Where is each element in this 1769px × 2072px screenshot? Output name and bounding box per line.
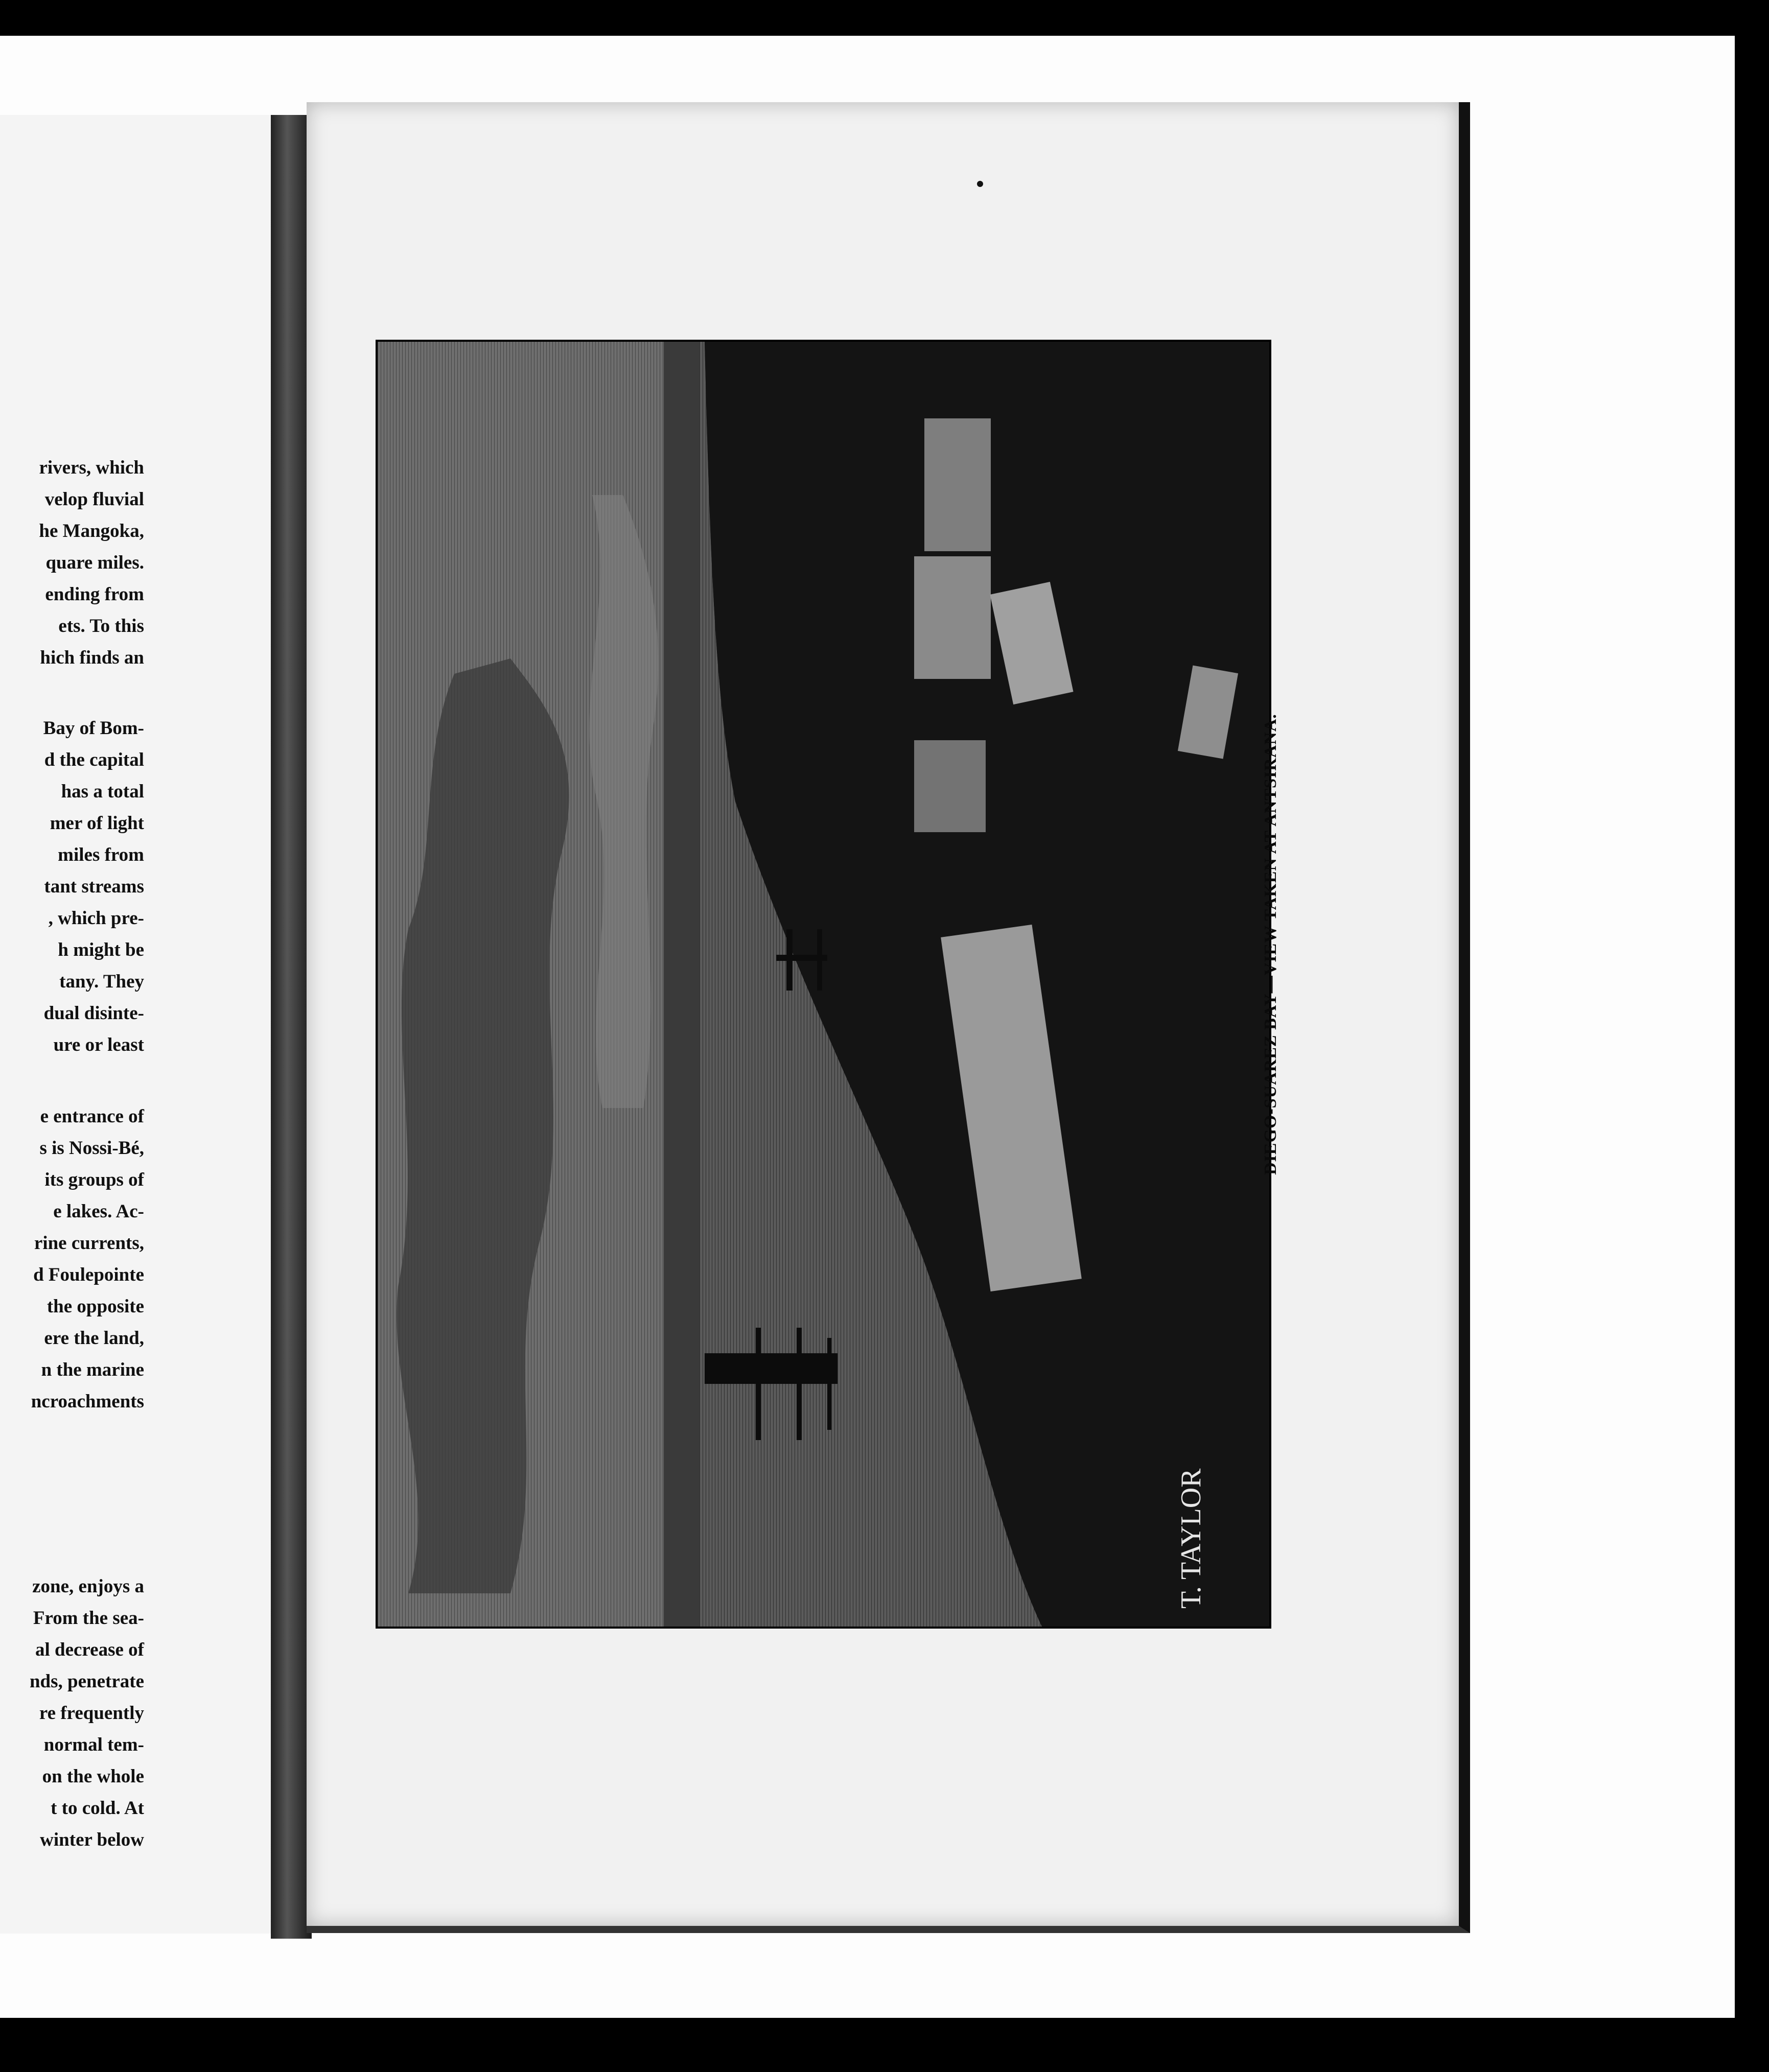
text-line: nds, penetrate: [29, 1671, 144, 1692]
text-line: ending from: [45, 584, 144, 605]
text-line: al decrease of: [35, 1639, 144, 1660]
text-line: dual disinte-: [43, 1003, 144, 1024]
text-line: Bay of Bom-: [43, 718, 144, 739]
text-line: tant streams: [44, 876, 144, 897]
text-line: mer of light: [50, 813, 144, 834]
text-line: he Mangoka,: [39, 521, 144, 541]
left-paragraph-4: [30, 1571, 144, 1856]
text-line: the opposite: [46, 1296, 144, 1317]
left-paragraph-3: [31, 1101, 144, 1418]
text-line: ets. To this: [58, 616, 144, 637]
text-line: velop fluvial: [44, 489, 144, 510]
text-line: has a total: [61, 781, 144, 802]
plate-caption: DIEGO-SUAREZ BAY—VIEW TAKEN AT ANTSIRANA.: [1261, 714, 1280, 1175]
text-line: its groups of: [44, 1169, 144, 1190]
text-line: tany. They: [59, 971, 144, 992]
text-line: ure or least: [53, 1034, 144, 1055]
text-line: rine currents,: [34, 1233, 144, 1254]
text-line: , which pre-: [48, 908, 144, 929]
text-line: e entrance of: [40, 1106, 144, 1127]
book-spine: [271, 115, 312, 1939]
text-line: re frequently: [39, 1703, 144, 1724]
engraver-signature: T. TAYLOR: [1175, 1468, 1207, 1609]
text-line: d Foulepointe: [33, 1264, 144, 1285]
text-line: rivers, which: [39, 457, 144, 478]
text-line: miles from: [58, 844, 144, 865]
text-line: hich finds an: [40, 647, 144, 668]
text-line: quare miles.: [45, 552, 144, 573]
left-facing-page: [0, 115, 291, 1934]
left-paragraph-2: [43, 713, 144, 1061]
text-line: normal tem-: [43, 1734, 144, 1755]
text-line: From the sea-: [33, 1608, 144, 1629]
text-line: d the capital: [44, 749, 144, 770]
engraving-illustration: [378, 342, 1269, 1627]
text-line: h might be: [58, 939, 144, 960]
text-line: n the marine: [41, 1359, 144, 1380]
text-line: on the whole: [42, 1766, 144, 1787]
text-line: winter below: [40, 1829, 144, 1850]
text-line: s is Nossi-Bé,: [39, 1138, 144, 1159]
text-line: t to cold. At: [51, 1798, 144, 1819]
scan-border-right: [1735, 0, 1769, 2072]
text-line: ncroachments: [31, 1391, 144, 1412]
engraving-plate: [376, 340, 1271, 1629]
text-line: ere the land,: [44, 1328, 144, 1349]
left-paragraph-1: [39, 452, 144, 674]
text-line: e lakes. Ac-: [53, 1201, 144, 1222]
text-line: zone, enjoys a: [32, 1576, 144, 1597]
ink-spot: [977, 181, 983, 187]
scan-border-bottom: [0, 2018, 1769, 2072]
